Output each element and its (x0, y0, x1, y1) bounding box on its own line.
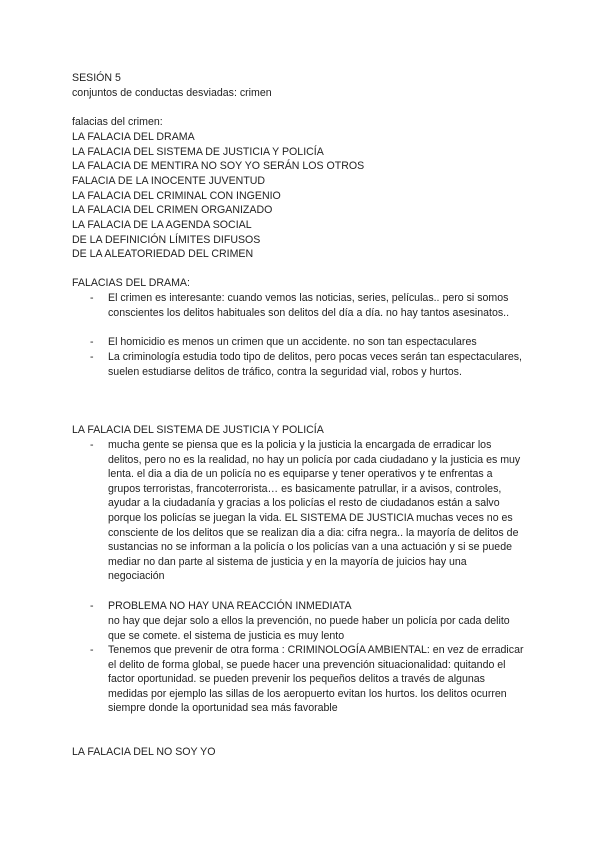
justice-bullet-text: Tenemos que prevenir de otra forma : CRIMINOLOGÍA AMBIENTAL: en vez de erradicar el delito de forma global, se puede hacer una prevención situacionalidad: quitando el factor oportunidad. se pueden prevenir los pequeños delitos a través de algunas medidas por ejemplo las sillas de los aeropuerto evitan los hurtos. los delitos ocurren siempre donde la oportunidad sea más favorable (108, 644, 524, 715)
drama-bullet-text: El crimen es interesante: cuando vemos las noticias, series, películas.. pero si somos conscientes los delitos habituales son delitos del día a día. no hay tantos asesinatos.. (108, 292, 510, 319)
fallacy-item: FALACIA DE LA INOCENTE JUVENTUD (72, 175, 266, 187)
fallacy-item: LA FALACIA DEL DRAMA (72, 131, 195, 143)
fallacy-item: LA FALACIA DEL CRIMEN ORGANIZADO (72, 204, 273, 216)
bullet-dash: - (90, 600, 94, 612)
justice-bullet-body: no hay que dejar solo a ellos la prevención, no puede haber un policía por cada delito que se comete. el sistema de justicia es muy lento (108, 615, 510, 642)
bullet-dash: - (90, 336, 94, 348)
session-subtitle: conjuntos de conductas desviadas: crimen (72, 87, 272, 99)
no-soy-yo-heading: LA FALACIA DEL NO SOY YO (72, 746, 216, 758)
justice-bullet-text: mucha gente se piensa que es la policia y la justicia la encargada de erradicar los delitos, pero no es la realidad, no hay un policía por cada ciudadano y la justicia es muy lenta. el dia a dia de un policía no es equiparse y tener operativos y te enfrentas a grupos terroristas, francoterrorista… es basicamente patrullar, ir a avisos, controles, ayudar a la ciudadanía y gracias a los policías el resto de ciudadanos están a salvo porque los policías se juegan la vida. EL SISTEMA DE JUSTICIA muchas veces no es consciente de los delitos que se realizan dia a dia: cifra negra.. la mayoría de delitos de sustancias no se informan a la policía o los policías van a una actuación y si se puede mediar no dan parte al sistema de justicia y en la mayoría de juicios hay una negociación (108, 439, 521, 583)
fallacy-item: LA FALACIA DE MENTIRA NO SOY YO SERÁN LOS OTROS (72, 160, 365, 172)
bullet-dash: - (90, 439, 94, 451)
fallacies-heading: falacias del crimen: (72, 116, 163, 128)
bullet-dash: - (90, 351, 94, 363)
justice-heading: LA FALACIA DEL SISTEMA DE JUSTICIA Y POLICÍA (72, 424, 324, 436)
session-title: SESIÓN 5 (72, 72, 121, 84)
fallacy-item: DE LA ALEATORIEDAD DEL CRIMEN (72, 248, 254, 260)
fallacy-item: LA FALACIA DEL CRIMINAL CON INGENIO (72, 190, 281, 202)
justice-bullet-title: PROBLEMA NO HAY UNA REACCIÓN INMEDIATA (108, 600, 352, 612)
fallacy-item: LA FALACIA DE LA AGENDA SOCIAL (72, 219, 252, 231)
fallacy-item: LA FALACIA DEL SISTEMA DE JUSTICIA Y POLICÍA (72, 146, 324, 158)
drama-bullet-text: La criminología estudia todo tipo de delitos, pero pocas veces serán tan espectaculares, suelen estudiarse delitos de tráfico, contra la seguridad vial, robos y hurtos. (108, 351, 522, 378)
drama-bullet-text: El homicidio es menos un crimen que un accidente. no son tan espectaculares (108, 336, 477, 348)
drama-heading: FALACIAS DEL DRAMA: (72, 277, 190, 289)
fallacy-item: DE LA DEFINICIÓN LÍMITES DIFUSOS (72, 234, 261, 246)
bullet-dash: - (90, 644, 94, 656)
bullet-dash: - (90, 292, 94, 304)
